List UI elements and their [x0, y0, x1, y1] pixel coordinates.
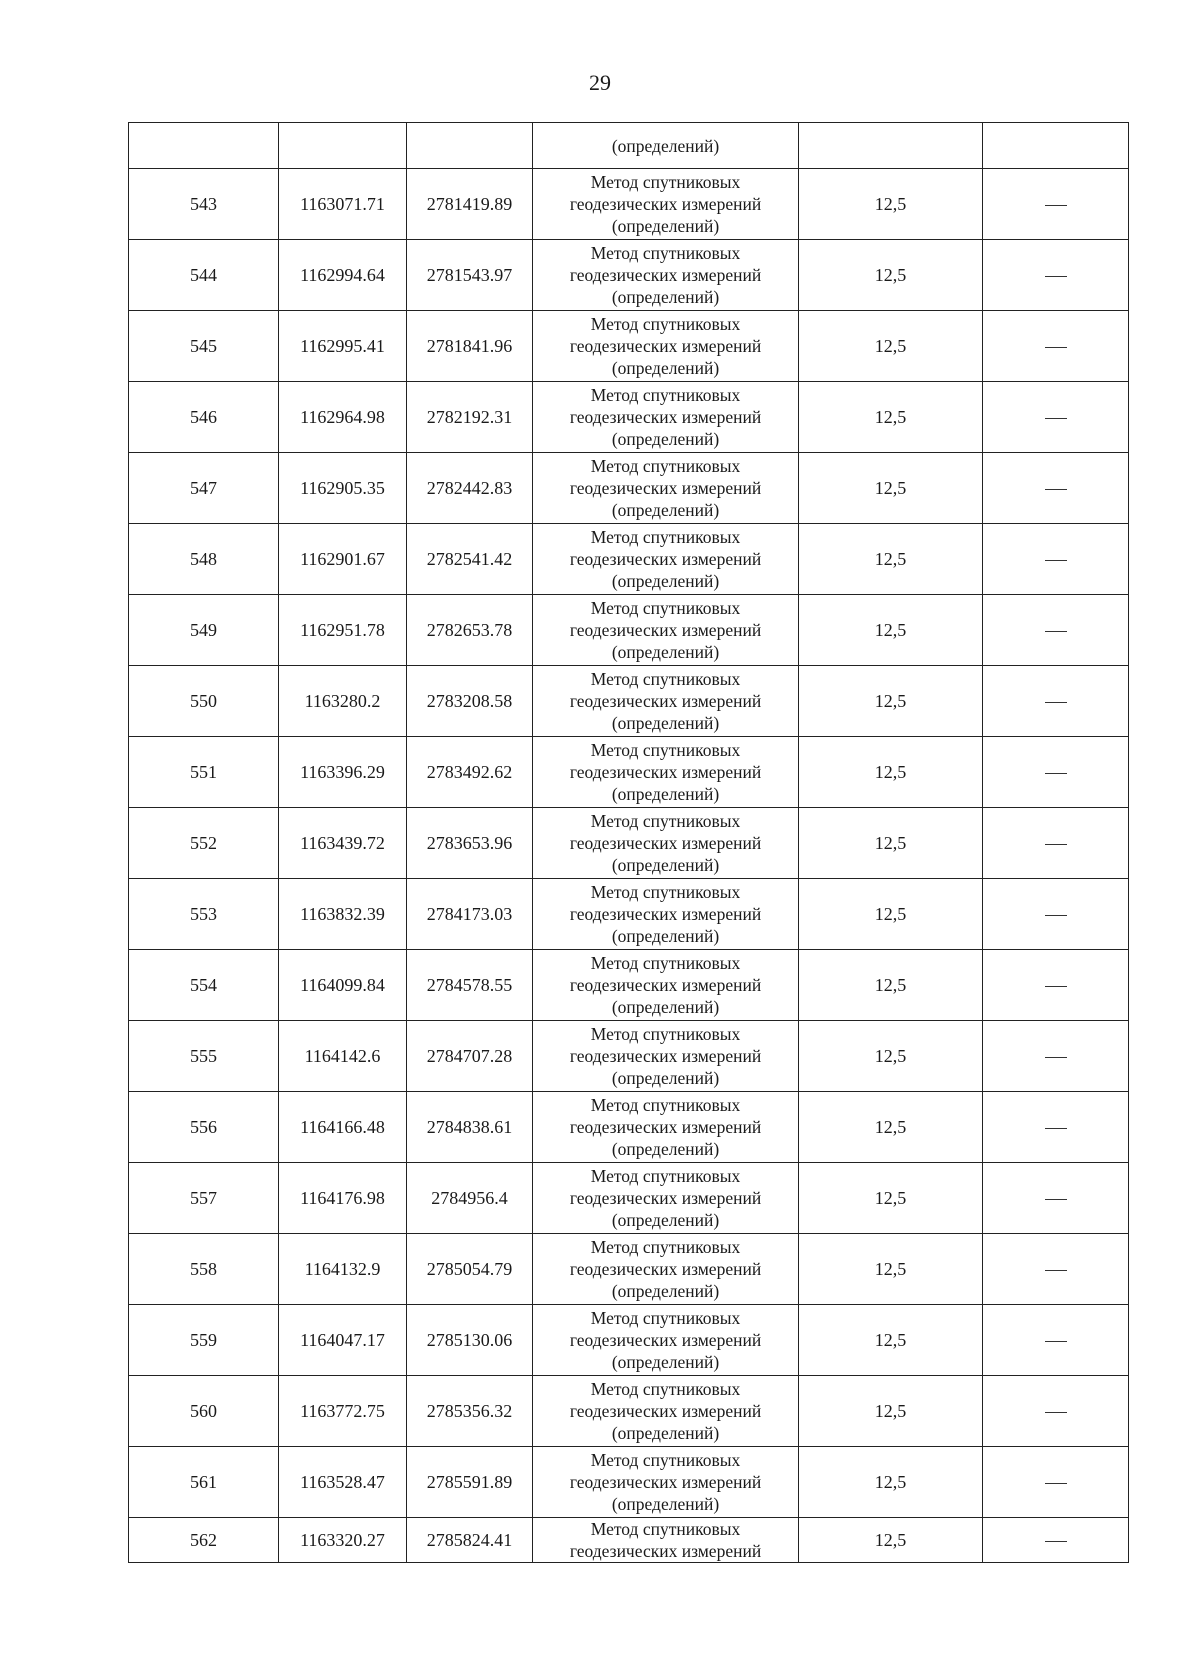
table-row — [129, 1163, 1129, 1234]
x-coordinate-cell: 1162901.67 — [279, 524, 407, 595]
method-line-1: Метод спутниковых — [590, 1519, 741, 1539]
accuracy-cell: 12,5 — [799, 382, 983, 453]
table-row — [129, 382, 1129, 453]
method-line-2: геодезических измерений — [569, 1541, 762, 1561]
method-line-2: геодезических измерений — [569, 904, 762, 924]
y-coordinate-cell: 2783653.96 — [407, 808, 533, 879]
table-row — [129, 1447, 1129, 1518]
dash-cell — [983, 1234, 1129, 1305]
dash-cell — [983, 808, 1129, 879]
point-number-cell: 550 — [129, 666, 279, 737]
dash-cell — [983, 1305, 1129, 1376]
dash-mark — [1045, 986, 1067, 987]
point-number-cell: 557 — [129, 1163, 279, 1234]
accuracy-cell: 12,5 — [799, 524, 983, 595]
accuracy-cell: 12,5 — [799, 808, 983, 879]
method-line-1: Метод спутниковых — [590, 1450, 741, 1470]
accuracy-cell: 12,5 — [799, 1305, 983, 1376]
method-cell — [533, 950, 799, 1021]
table-row — [129, 879, 1129, 950]
method-line-1: Метод спутниковых — [590, 456, 741, 476]
method-line-3: (определений) — [611, 1068, 720, 1088]
point-number-cell: 559 — [129, 1305, 279, 1376]
x-coordinate-cell: 1163439.72 — [279, 808, 407, 879]
method-line-1: Метод спутниковых — [590, 1166, 741, 1186]
dash-cell — [983, 169, 1129, 240]
y-coordinate-cell: 2783492.62 — [407, 737, 533, 808]
method-line-1: Метод спутниковых — [590, 1024, 741, 1044]
accuracy-cell: 12,5 — [799, 169, 983, 240]
x-coordinate-cell: 1164176.98 — [279, 1163, 407, 1234]
x-coordinate-cell: 1163280.2 — [279, 666, 407, 737]
method-line-2: геодезических измерений — [569, 762, 762, 782]
method-line-2: геодезических измерений — [569, 691, 762, 711]
table-row — [129, 1234, 1129, 1305]
accuracy-cell: 12,5 — [799, 1163, 983, 1234]
point-number-cell: 549 — [129, 595, 279, 666]
table-row — [129, 1092, 1129, 1163]
table-row — [129, 1376, 1129, 1447]
dash-cell — [983, 1021, 1129, 1092]
method-line-3: (определений) — [611, 500, 720, 520]
empty-cell — [407, 123, 533, 169]
method-line-1: Метод спутниковых — [590, 1095, 741, 1115]
empty-cell — [129, 123, 279, 169]
method-line-3: (определений) — [611, 1139, 720, 1159]
method-line-3: (определений) — [611, 855, 720, 875]
method-cell — [533, 311, 799, 382]
empty-cell — [799, 123, 983, 169]
accuracy-cell: 12,5 — [799, 1518, 983, 1563]
dash-mark — [1045, 1270, 1067, 1271]
method-line-1: Метод спутниковых — [590, 527, 741, 547]
method-cell — [533, 240, 799, 311]
method-line-2: геодезических измерений — [569, 975, 762, 995]
method-line-1: Метод спутниковых — [590, 598, 741, 618]
y-coordinate-cell: 2785591.89 — [407, 1447, 533, 1518]
dash-mark — [1045, 844, 1067, 845]
method-line-3: (определений) — [611, 358, 720, 378]
method-line-2: геодезических измерений — [569, 1117, 762, 1137]
method-cell — [533, 879, 799, 950]
y-coordinate-cell: 2783208.58 — [407, 666, 533, 737]
point-number-cell: 555 — [129, 1021, 279, 1092]
x-coordinate-cell: 1162905.35 — [279, 453, 407, 524]
method-cell — [533, 595, 799, 666]
method-line-2: геодезических измерений — [569, 1330, 762, 1350]
method-line-3: (определений) — [611, 571, 720, 591]
y-coordinate-cell: 2784578.55 — [407, 950, 533, 1021]
dash-cell — [983, 524, 1129, 595]
x-coordinate-cell: 1162994.64 — [279, 240, 407, 311]
dash-mark — [1045, 773, 1067, 774]
y-coordinate-cell: 2785054.79 — [407, 1234, 533, 1305]
method-line-1: Метод спутниковых — [590, 1379, 741, 1399]
method-line-1: Метод спутниковых — [590, 314, 741, 334]
dash-cell — [983, 311, 1129, 382]
dash-cell — [983, 737, 1129, 808]
accuracy-cell: 12,5 — [799, 1447, 983, 1518]
x-coordinate-cell: 1163320.27 — [279, 1518, 407, 1563]
method-line-3: (определений) — [611, 429, 720, 449]
table-row — [129, 666, 1129, 737]
accuracy-cell: 12,5 — [799, 1021, 983, 1092]
table-row — [129, 1305, 1129, 1376]
table-row-last — [129, 1518, 1129, 1563]
x-coordinate-cell: 1162995.41 — [279, 311, 407, 382]
accuracy-cell: 12,5 — [799, 950, 983, 1021]
dash-cell — [983, 1163, 1129, 1234]
dash-cell — [983, 595, 1129, 666]
dash-mark — [1045, 205, 1067, 206]
y-coordinate-cell: 2785130.06 — [407, 1305, 533, 1376]
method-line-3: (определений) — [611, 287, 720, 307]
point-number-cell: 554 — [129, 950, 279, 1021]
y-coordinate-cell: 2782541.42 — [407, 524, 533, 595]
dash-mark — [1045, 347, 1067, 348]
y-coordinate-cell: 2784956.4 — [407, 1163, 533, 1234]
method-line-3: (определений) — [611, 997, 720, 1017]
accuracy-cell: 12,5 — [799, 1234, 983, 1305]
empty-cell — [983, 123, 1129, 169]
method-line-2: геодезических измерений — [569, 620, 762, 640]
x-coordinate-cell: 1164047.17 — [279, 1305, 407, 1376]
method-cell — [533, 524, 799, 595]
dash-cell — [983, 950, 1129, 1021]
dash-mark — [1045, 276, 1067, 277]
method-cell — [533, 1092, 799, 1163]
dash-cell — [983, 1447, 1129, 1518]
method-line-2: геодезических измерений — [569, 1188, 762, 1208]
method-line-2: геодезических измерений — [569, 833, 762, 853]
point-number-cell: 560 — [129, 1376, 279, 1447]
method-line-1: Метод спутниковых — [590, 385, 741, 405]
table-row — [129, 311, 1129, 382]
dash-cell — [983, 666, 1129, 737]
accuracy-cell: 12,5 — [799, 879, 983, 950]
accuracy-cell: 12,5 — [799, 453, 983, 524]
method-cell — [533, 737, 799, 808]
x-coordinate-cell: 1163071.71 — [279, 169, 407, 240]
method-line-3: (определений) — [611, 1210, 720, 1230]
x-coordinate-cell: 1164142.6 — [279, 1021, 407, 1092]
method-cell — [533, 1234, 799, 1305]
method-line-2: геодезических измерений — [569, 336, 762, 356]
table-row — [129, 808, 1129, 879]
y-coordinate-cell: 2781841.96 — [407, 311, 533, 382]
y-coordinate-cell: 2782442.83 — [407, 453, 533, 524]
y-coordinate-cell: 2782192.31 — [407, 382, 533, 453]
x-coordinate-cell: 1163528.47 — [279, 1447, 407, 1518]
y-coordinate-cell: 2784838.61 — [407, 1092, 533, 1163]
point-number-cell: 558 — [129, 1234, 279, 1305]
x-coordinate-cell: 1164099.84 — [279, 950, 407, 1021]
point-number-cell: 548 — [129, 524, 279, 595]
dash-mark — [1045, 1199, 1067, 1200]
point-number-cell: 562 — [129, 1518, 279, 1563]
continuation-row — [129, 123, 1129, 169]
dash-cell — [983, 240, 1129, 311]
method-line-2: геодезических измерений — [569, 1046, 762, 1066]
point-number-cell: 546 — [129, 382, 279, 453]
method-cell — [533, 1021, 799, 1092]
table-row — [129, 1021, 1129, 1092]
dash-mark — [1045, 489, 1067, 490]
table-row — [129, 524, 1129, 595]
method-line-3: (определений) — [611, 713, 720, 733]
accuracy-cell: 12,5 — [799, 311, 983, 382]
x-coordinate-cell: 1162964.98 — [279, 382, 407, 453]
point-number-cell: 545 — [129, 311, 279, 382]
point-number-cell: 547 — [129, 453, 279, 524]
method-line-2: геодезических измерений — [569, 549, 762, 569]
method-line-3: (определений) — [611, 1423, 720, 1443]
dash-cell — [983, 1092, 1129, 1163]
point-number-cell: 552 — [129, 808, 279, 879]
method-cell — [533, 808, 799, 879]
dash-mark — [1045, 1128, 1067, 1129]
dash-mark — [1045, 1341, 1067, 1342]
y-coordinate-cell: 2784173.03 — [407, 879, 533, 950]
continuation-method-cell: (определений) — [533, 123, 799, 169]
method-cell — [533, 382, 799, 453]
accuracy-cell: 12,5 — [799, 1092, 983, 1163]
table-row — [129, 737, 1129, 808]
method-line-2: геодезических измерений — [569, 407, 762, 427]
method-line-3: (определений) — [611, 784, 720, 804]
accuracy-cell: 12,5 — [799, 595, 983, 666]
y-coordinate-cell: 2781543.97 — [407, 240, 533, 311]
point-number-cell: 543 — [129, 169, 279, 240]
x-coordinate-cell: 1164166.48 — [279, 1092, 407, 1163]
method-line-2: геодезических измерений — [569, 194, 762, 214]
page-number: 29 — [589, 70, 611, 95]
dash-cell — [983, 879, 1129, 950]
y-coordinate-cell: 2784707.28 — [407, 1021, 533, 1092]
table-row — [129, 240, 1129, 311]
method-line-3: (определений) — [611, 1281, 720, 1301]
method-line-2: геодезических измерений — [569, 1472, 762, 1492]
dash-mark — [1045, 631, 1067, 632]
dash-mark — [1045, 1483, 1067, 1484]
point-number-cell: 553 — [129, 879, 279, 950]
accuracy-cell: 12,5 — [799, 666, 983, 737]
method-line-1: Метод спутниковых — [590, 953, 741, 973]
y-coordinate-cell: 2781419.89 — [407, 169, 533, 240]
dash-cell — [983, 382, 1129, 453]
method-line-2: геодезических измерений — [569, 1401, 762, 1421]
method-line-1: Метод спутниковых — [590, 882, 741, 902]
method-line-3: (определений) — [611, 216, 720, 236]
dash-mark — [1045, 915, 1067, 916]
method-cell — [533, 169, 799, 240]
dash-mark — [1045, 560, 1067, 561]
method-line-1: Метод спутниковых — [590, 172, 741, 192]
method-line-3: (определений) — [611, 1352, 720, 1372]
x-coordinate-cell: 1163832.39 — [279, 879, 407, 950]
y-coordinate-cell: 2785824.41 — [407, 1518, 533, 1563]
method-line-1: Метод спутниковых — [590, 669, 741, 689]
dash-mark — [1045, 1057, 1067, 1058]
method-cell — [533, 1305, 799, 1376]
empty-cell — [279, 123, 407, 169]
dash-cell — [983, 1376, 1129, 1447]
dash-cell — [983, 1518, 1129, 1563]
method-line-1: Метод спутниковых — [590, 1308, 741, 1328]
y-coordinate-cell: 2782653.78 — [407, 595, 533, 666]
point-number-cell: 556 — [129, 1092, 279, 1163]
y-coordinate-cell: 2785356.32 — [407, 1376, 533, 1447]
accuracy-cell: 12,5 — [799, 737, 983, 808]
method-cell — [533, 1376, 799, 1447]
x-coordinate-cell: 1163396.29 — [279, 737, 407, 808]
method-line-1: Метод спутниковых — [590, 740, 741, 760]
method-cell — [533, 1518, 799, 1563]
method-cell — [533, 1163, 799, 1234]
method-line-3: (определений) — [611, 642, 720, 662]
dash-cell — [983, 453, 1129, 524]
point-number-cell: 544 — [129, 240, 279, 311]
accuracy-cell: 12,5 — [799, 240, 983, 311]
accuracy-cell: 12,5 — [799, 1376, 983, 1447]
method-line-3: (определений) — [611, 1494, 720, 1514]
x-coordinate-cell: 1162951.78 — [279, 595, 407, 666]
method-line-1: Метод спутниковых — [590, 1237, 741, 1257]
method-line-2: геодезических измерений — [569, 265, 762, 285]
dash-mark — [1045, 702, 1067, 703]
method-line-2: геодезических измерений — [569, 478, 762, 498]
x-coordinate-cell: 1164132.9 — [279, 1234, 407, 1305]
coordinates-table — [128, 122, 1129, 1563]
method-line-2: геодезических измерений — [569, 1259, 762, 1279]
table-row — [129, 453, 1129, 524]
table-row — [129, 595, 1129, 666]
method-line-1: Метод спутниковых — [590, 243, 741, 263]
table-row — [129, 950, 1129, 1021]
table-row — [129, 169, 1129, 240]
method-line-1: Метод спутниковых — [590, 811, 741, 831]
method-cell — [533, 453, 799, 524]
point-number-cell: 551 — [129, 737, 279, 808]
point-number-cell: 561 — [129, 1447, 279, 1518]
method-cell — [533, 1447, 799, 1518]
dash-mark — [1045, 1412, 1067, 1413]
dash-mark — [1045, 1541, 1067, 1542]
method-cell — [533, 666, 799, 737]
dash-mark — [1045, 418, 1067, 419]
x-coordinate-cell: 1163772.75 — [279, 1376, 407, 1447]
method-line-3: (определений) — [611, 926, 720, 946]
